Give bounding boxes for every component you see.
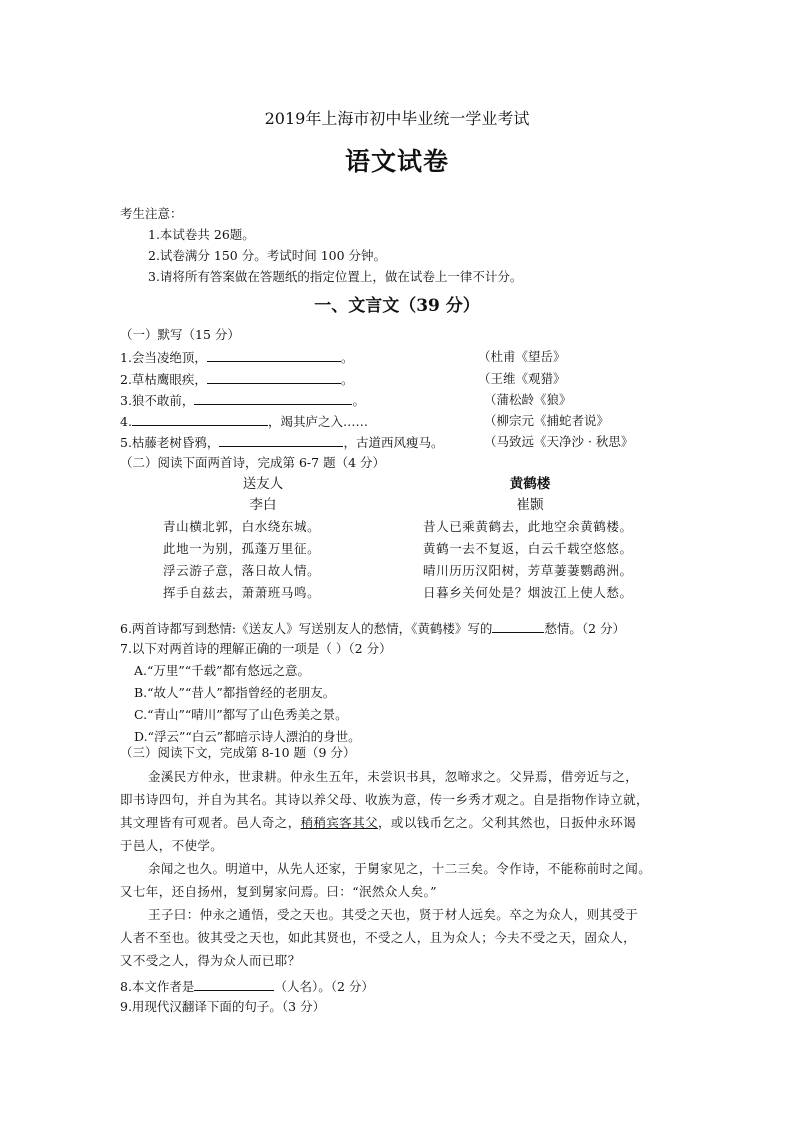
- dictation-text: 2.草枯鹰眼疾，: [120, 372, 207, 387]
- passage-line: 又七年，还自扬州，复到舅家问焉。曰：“泯然众人矣。”: [120, 884, 437, 899]
- poem1-line: 浮云游子意，落日故人情。: [163, 563, 321, 578]
- answer-blank[interactable]: [132, 411, 268, 426]
- answer-blank[interactable]: [492, 618, 544, 633]
- passage-line: 又不受之人，得为众人而已耶？: [120, 953, 301, 968]
- poem1-line: 青山横北郭，白水绕东城。: [163, 519, 321, 534]
- poem1-line: 挥手自兹去，萧萧班马鸣。: [163, 585, 321, 600]
- dictation-line-4: [120, 411, 368, 432]
- underlined-phrase: 稍稍宾客其父: [300, 815, 379, 830]
- dictation-text: 。: [340, 350, 354, 365]
- passage-text: ，或以钱币乞之。父利其然也，日扳仲永环谒: [378, 815, 637, 830]
- answer-blank[interactable]: [194, 976, 274, 991]
- option-b[interactable]: B.“故人”“昔人”都指曾经的老朋友。: [134, 685, 336, 700]
- dictation-source-5: （马致远《天净沙 · 秋思》: [484, 434, 634, 449]
- exam-title: 2019年上海市初中毕业统一学业考试: [264, 109, 530, 128]
- dictation-text: ，古道西风瘦马。: [343, 435, 444, 450]
- dictation-source-2: （王维《观猎》: [478, 371, 566, 386]
- question-text: 8.本文作者是: [120, 979, 195, 994]
- dictation-line-3: [120, 390, 365, 411]
- question-text: 6.两首诗都写到愁情:《送友人》写送别友人的愁情，《黄鹤楼》写的: [120, 621, 493, 636]
- passage-text: 其文理皆有可观者。邑人奇之，: [120, 815, 301, 830]
- passage-line: 王子曰：仲永之通悟，受之天也。其受之天也，贤于材人远矣。卒之为众人，则其受于: [148, 907, 639, 922]
- dictation-text: 。: [340, 372, 354, 387]
- question-8: [120, 976, 374, 997]
- notice-item-1: 1.本试卷共 26题。: [148, 227, 255, 242]
- poem2-line: 黄鹤一去不复返，白云千载空悠悠。: [423, 541, 633, 556]
- dictation-text: 。: [352, 393, 365, 408]
- dictation-text: 4.: [120, 414, 132, 429]
- dictation-source-1: （杜甫《望岳》: [478, 349, 566, 364]
- poem2-line: 昔人已乘黄鹤去，此地空余黄鹤楼。: [423, 519, 633, 534]
- part2-heading: （二）阅读下面两首诗，完成第 6-7 题（4 分）: [120, 455, 386, 470]
- dictation-text: 5.枯藤老树昏鸦，: [120, 435, 220, 450]
- question-9: 9.用现代汉翻译下面的句子。（3 分）: [120, 999, 326, 1014]
- dictation-text: 3.狼不敢前，: [120, 393, 195, 408]
- part1-heading: （一）默写（15 分）: [120, 327, 240, 342]
- dictation-text: 1.会当凌绝顶，: [120, 350, 207, 365]
- dictation-line-1: [120, 347, 353, 368]
- poem1-line: 此地一为别，孤蓬万里征。: [163, 541, 321, 556]
- part3-heading: （三）阅读下文，完成第 8-10 题（9 分）: [120, 745, 356, 760]
- passage-line: 即书诗四句，并自为其名。其诗以养父母、收族为意，传一乡秀才观之。自是指物作诗立就，: [120, 792, 649, 807]
- option-d[interactable]: D.“浮云”“白云”都暗示诗人漂泊的身世。: [134, 729, 361, 744]
- answer-blank[interactable]: [207, 347, 341, 362]
- paper-title: 语文试卷: [344, 147, 449, 176]
- question-6: [120, 618, 625, 639]
- dictation-line-2: [120, 369, 353, 390]
- passage-line: 人者不至也。彼其受之天也，如此其贤也，不受之人，且为众人；今夫不受之天，固众人，: [120, 930, 637, 945]
- notice-label: 考生注意：: [120, 206, 183, 221]
- notice-item-2: 2.试卷满分 150 分。考试时间 100 分钟。: [148, 248, 387, 263]
- passage-line: 金溪民方仲永，世隶耕。仲永生五年，未尝识书具，忽啼求之。父异焉，借旁近与之，: [148, 769, 639, 784]
- answer-blank[interactable]: [194, 390, 352, 405]
- option-a[interactable]: A.“万里”“千载”都有悠远之意。: [134, 663, 311, 678]
- answer-blank[interactable]: [219, 432, 343, 447]
- question-text: 愁情。（2 分）: [544, 621, 626, 636]
- passage-line: [120, 811, 636, 834]
- poem1-title: 送友人: [242, 476, 284, 492]
- question-7-stem: 7.以下对两首诗的理解正确的一项是（ ）（2 分）: [120, 641, 392, 656]
- option-c[interactable]: C.“青山”“晴川”都写了山色秀美之景。: [134, 707, 348, 722]
- poem2-line: 日暮乡关何处是？烟波江上使人愁。: [423, 585, 633, 600]
- poem2-line: 晴川历历汉阳树，芳草萋萋鹦鹉洲。: [423, 563, 633, 578]
- dictation-text: ，竭其庐之入……: [267, 414, 368, 429]
- notice-item-3: 3.请将所有答案做在答题纸的指定位置上，做在试卷上一律不计分。: [148, 269, 523, 284]
- section-heading: 一、文言文（39 分）: [314, 296, 480, 316]
- poem1-author: 李白: [249, 497, 277, 513]
- question-text: （人名）。（2 分）: [274, 979, 374, 994]
- poem2-author: 崔颢: [516, 497, 544, 513]
- dictation-source-3: （蒲松龄《狼》: [484, 392, 572, 407]
- passage-line: 于邑人，不使学。: [120, 838, 224, 853]
- answer-blank[interactable]: [207, 369, 341, 384]
- dictation-source-4: （柳宗元《捕蛇者说》: [484, 413, 610, 428]
- passage-line: 余闻之也久。明道中，从先人还家，于舅家见之，十二三矣。令作诗，不能称前时之闻。: [148, 861, 652, 876]
- poem2-title: 黄鹤楼: [509, 476, 551, 492]
- dictation-line-5: [120, 432, 443, 453]
